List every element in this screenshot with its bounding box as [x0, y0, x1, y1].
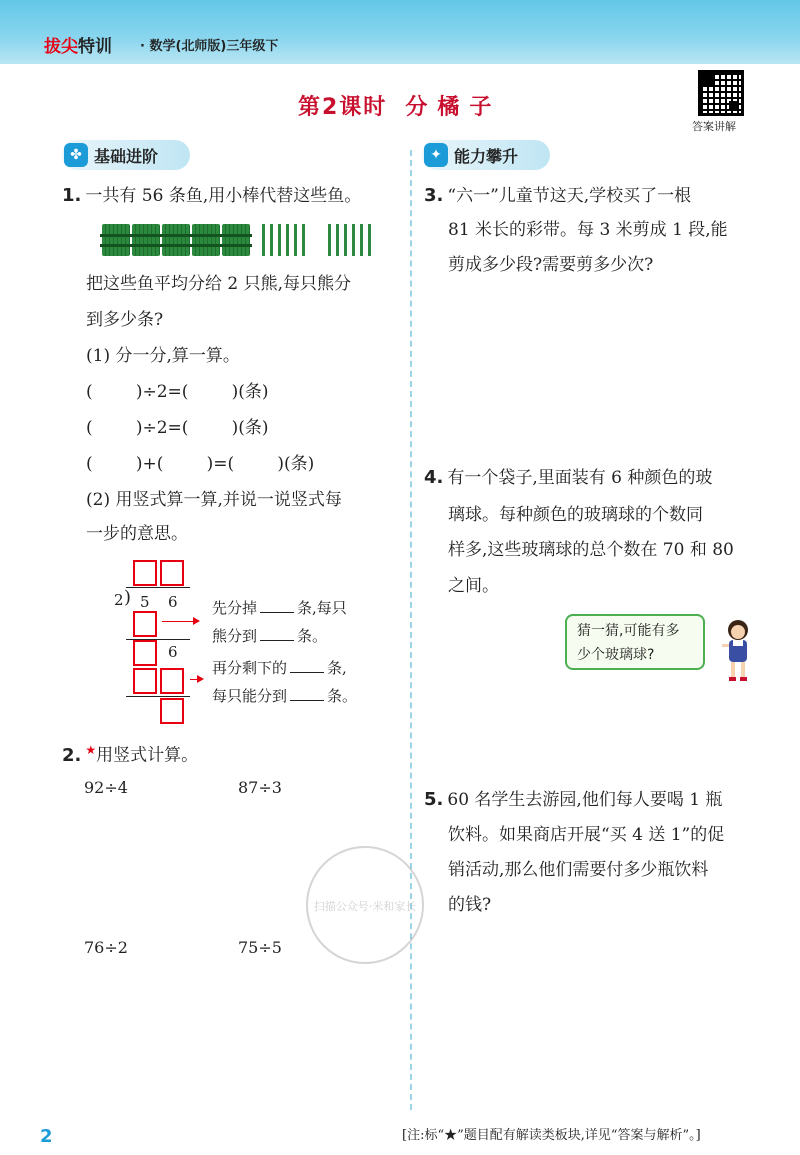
q4-line1: 4. 有一个袋子,里面装有 6 种颜色的玻	[424, 467, 713, 488]
blank-2[interactable]	[260, 640, 294, 641]
q1-line1: 1. 一共有 56 条鱼,用小棒代替这些鱼。	[62, 185, 362, 206]
blank-4[interactable]	[290, 700, 324, 701]
step3-tens-box[interactable]	[133, 668, 157, 694]
step1-box[interactable]	[133, 611, 157, 637]
dividend-tens: 5	[140, 593, 150, 611]
q5-line1: 5. 60 名学生去游园,他们每人要喝 1 瓶	[424, 789, 723, 810]
q2-problem-2: 87÷3	[238, 778, 282, 797]
note-line3: 再分剩下的 条,	[212, 659, 347, 677]
step2-box[interactable]	[133, 640, 157, 666]
q1-line2: 把这些鱼平均分给 2 只熊,每只熊分	[86, 274, 352, 294]
section-basic: ✤ 基础进阶	[62, 140, 190, 170]
page-number: 2	[40, 1126, 53, 1147]
quotient-tens-box[interactable]	[133, 560, 157, 586]
q1-line3: 到多少条?	[86, 310, 164, 330]
header-bar	[0, 0, 800, 64]
note-line2: 熊分到 条。	[212, 627, 328, 645]
note-line1: 先分掉 条,每只	[212, 599, 347, 617]
book-subtitle: · 数学(北师版)三年级下	[140, 39, 279, 54]
qr-label: 答案讲解	[692, 120, 736, 133]
q1-part2-line1: (2) 用竖式算一算,并说一说竖式每	[86, 490, 342, 510]
svg-text:扫描公众号·米和家长: 扫描公众号·米和家长	[313, 900, 417, 913]
quotient-ones-box[interactable]	[160, 560, 184, 586]
q5-line2: 饮料。如果商店开展“买 4 送 1”的促	[448, 825, 725, 845]
remainder-box[interactable]	[160, 698, 184, 724]
q3-line1: 3. “六一”儿童节这天,学校买了一根	[424, 185, 692, 206]
section-advanced: ✦ 能力攀升	[422, 140, 550, 170]
lesson-title: 第2课时 分橘子	[298, 95, 502, 120]
arrow-2	[190, 679, 202, 680]
runner-icon: ✤	[64, 143, 88, 167]
q4-line3: 样多,这些玻璃球的总个数在 70 和 80	[448, 540, 734, 560]
arrow-1	[162, 621, 198, 622]
climber-icon: ✦	[424, 143, 448, 167]
q1-eq2[interactable]: ( )÷2=( )(条)	[86, 418, 269, 438]
q3-line3: 剪成多少段?需要剪多少次?	[448, 255, 654, 275]
note-line4: 每只能分到 条。	[212, 687, 358, 705]
q3-line2: 81 米长的彩带。每 3 米剪成 1 段,能	[448, 220, 728, 240]
star-icon: ★	[85, 743, 97, 757]
q5-line4: 的钱?	[448, 895, 492, 915]
blank-3[interactable]	[290, 672, 324, 673]
division-bar	[126, 587, 190, 588]
step3-ones-box[interactable]	[160, 668, 184, 694]
q2-problem-3: 76÷2	[84, 938, 128, 957]
q1-eq3[interactable]: ( )+( )=( )(条)	[86, 454, 315, 474]
q2-title: 2. ★用竖式计算。	[62, 743, 199, 766]
brand-logo: 拔尖特训	[44, 37, 112, 57]
divisor: 2	[114, 591, 124, 609]
q1-eq1[interactable]: ( )÷2=( )(条)	[86, 382, 269, 402]
qr-code-icon[interactable]	[698, 70, 744, 116]
q1-part2-line2: 一步的意思。	[86, 524, 188, 544]
q2-problem-4: 75÷5	[238, 938, 282, 957]
blank-1[interactable]	[260, 612, 294, 613]
watermark-stamp	[300, 840, 430, 970]
subtract-line-2	[126, 696, 190, 697]
q4-line2: 璃球。每种颜色的玻璃球的个数同	[448, 505, 703, 525]
q4-line4: 之间。	[448, 576, 499, 596]
q5-line3: 销活动,那么他们需要付多少瓶饮料	[448, 860, 709, 880]
footnote: [注:标“★”题目配有解读类板块,详见“答案与解析”。]	[402, 1128, 701, 1143]
division-bracket: )	[124, 587, 132, 608]
bring-down-digit: 6	[168, 643, 178, 661]
hint-bubble: 猜一猜,可能有多 少个玻璃球?	[565, 614, 705, 670]
dividend-ones: 6	[168, 593, 178, 611]
q1-part1: (1) 分一分,算一算。	[86, 346, 240, 366]
sticks-illustration	[102, 224, 382, 256]
girl-illustration	[716, 616, 760, 684]
q2-problem-1: 92÷4	[84, 778, 128, 797]
